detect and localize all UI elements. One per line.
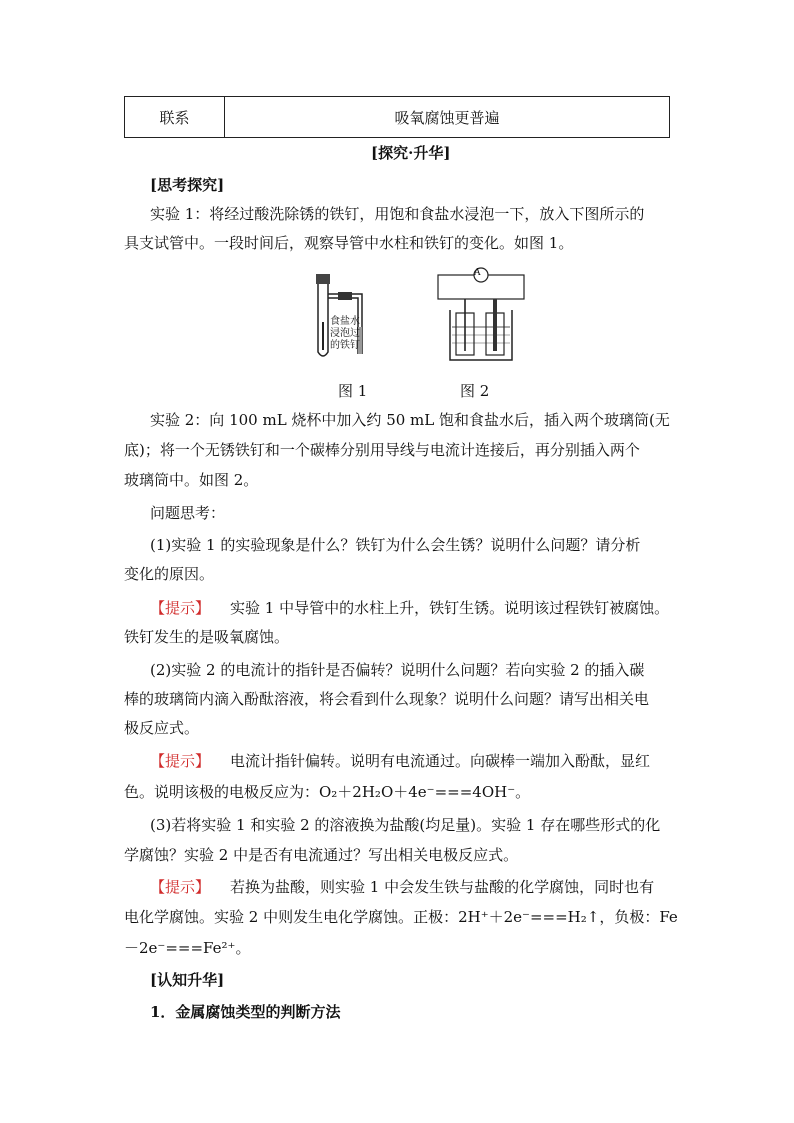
figure-2-beaker-circuit bbox=[436, 265, 526, 365]
q2-line-1: (2)实验 2 的电流计的指针是否偏转？说明什么问题？若向实验 2 的插入碳 bbox=[150, 661, 645, 679]
q3-line-1: (3)若将实验 1 和实验 2 的溶液换为盐酸(均足量)。实验 1 存在哪些形式的化 bbox=[150, 816, 661, 834]
hint-label-2: 【提示】 bbox=[150, 752, 211, 770]
a2-line-2: 色。说明该极的电极反应为：O₂＋2H₂O＋4e⁻===4OH⁻。 bbox=[124, 783, 531, 801]
ammeter-label: A bbox=[474, 268, 481, 278]
q3-line-2: 学腐蚀？实验 2 中是否有电流通过？写出相关电极反应式。 bbox=[124, 846, 519, 864]
summary-table-row bbox=[124, 96, 670, 138]
q2-line-2: 棒的玻璃筒内滴入酚酞溶液，将会看到什么现象？说明什么问题？请写出相关电 bbox=[124, 690, 650, 708]
fig1-label-3: 的铁钉 bbox=[330, 340, 360, 351]
figure-1-caption: 图 1 bbox=[338, 382, 368, 400]
a3-line-2: 电化学腐蚀。实验 2 中则发生电化学腐蚀。正极：2H⁺＋2e⁻===H₂↑，负极：Fe bbox=[124, 908, 678, 926]
q2-line-3: 极反应式。 bbox=[124, 719, 200, 737]
a3-line-1: 若换为盐酸，则实验 1 中会发生铁与盐酸的化学腐蚀，同时也有 bbox=[230, 878, 655, 896]
list-item-1: 1．金属腐蚀类型的判断方法 bbox=[150, 1003, 341, 1021]
table-value-cell: 吸氧腐蚀更普遍 bbox=[394, 108, 500, 127]
exp2-line-1: 实验 2：向 100 mL 烧杯中加入约 50 mL 饱和食盐水后，插入两个玻璃筒(无 bbox=[150, 411, 670, 429]
section-title: [探究·升华] bbox=[371, 144, 451, 162]
exp2-line-2: 底)；将一个无锈铁钉和一个碳棒分别用导线与电流计连接后，再分别插入两个 bbox=[124, 441, 640, 459]
hint-label-1: 【提示】 bbox=[150, 599, 211, 617]
q1-line-1: (1)实验 1 的实验现象是什么？铁钉为什么会生锈？说明什么问题？请分析 bbox=[150, 536, 641, 554]
a3-line-3: －2e⁻===Fe²⁺。 bbox=[124, 939, 251, 957]
table-label-cell: 联系 bbox=[125, 97, 225, 137]
fig1-label-1: 食盐水 bbox=[330, 316, 360, 327]
question-title: 问题思考： bbox=[150, 504, 226, 522]
a1-line-1: 实验 1 中导管中的水柱上升，铁钉生锈。说明该过程铁钉被腐蚀。 bbox=[230, 599, 670, 617]
exp2-line-3: 玻璃筒中。如图 2。 bbox=[124, 471, 259, 489]
think-title: [思考探究] bbox=[150, 176, 225, 194]
exp1-line-1: 实验 1：将经过酸洗除锈的铁钉，用饱和食盐水浸泡一下，放入下图所示的 bbox=[150, 205, 645, 223]
fig1-label-2: 浸泡过 bbox=[330, 328, 360, 339]
upgrade-title: [认知升华] bbox=[150, 971, 225, 989]
exp1-line-2: 具支试管中。一段时间后，观察导管中水柱和铁钉的变化。如图 1。 bbox=[124, 234, 574, 252]
a1-line-2: 铁钉发生的是吸氧腐蚀。 bbox=[124, 628, 290, 646]
hint-label-3: 【提示】 bbox=[150, 878, 211, 896]
figure-2-caption: 图 2 bbox=[460, 382, 490, 400]
a2-line-1: 电流计指针偏转。说明有电流通过。向碳棒一端加入酚酞，显红 bbox=[230, 752, 651, 770]
q1-line-2: 变化的原因。 bbox=[124, 565, 215, 583]
